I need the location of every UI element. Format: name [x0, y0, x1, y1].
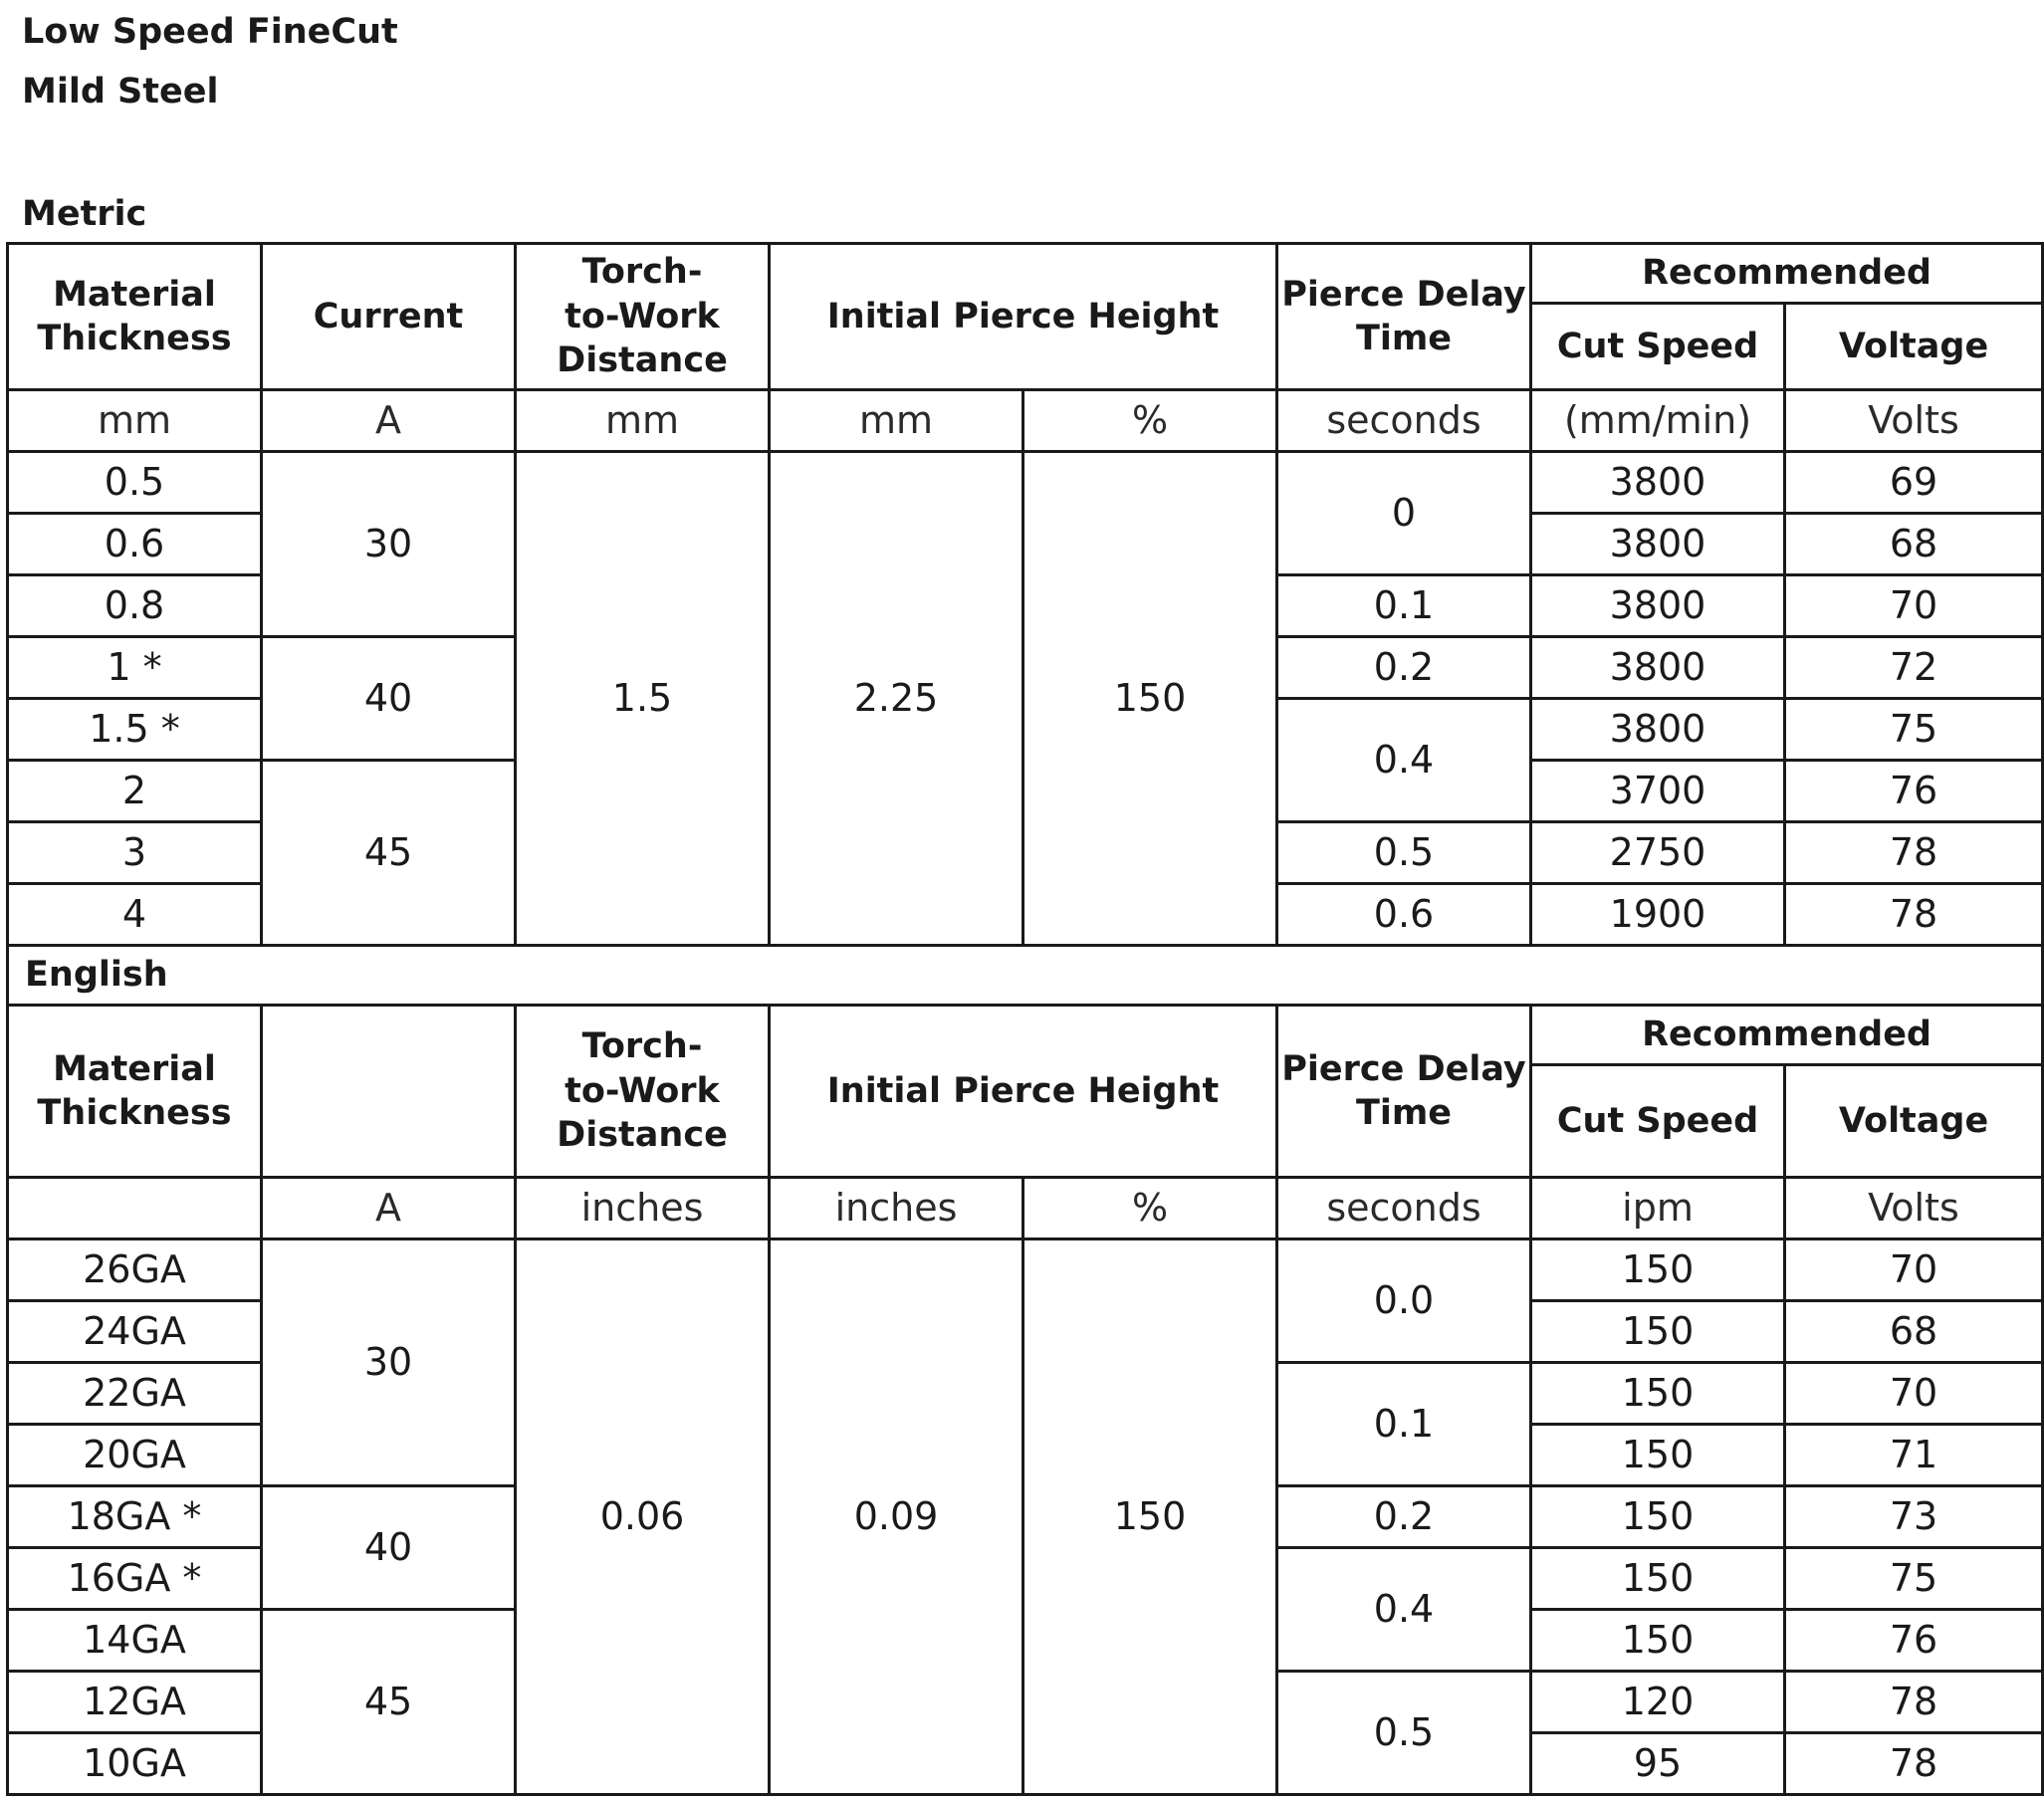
pierce-delay-cell: 0.4 — [1277, 699, 1531, 822]
thickness-cell: 10GA — [8, 1733, 262, 1795]
cut-speed-cell: 150 — [1531, 1301, 1785, 1363]
unit-cell: Volts — [1785, 390, 2043, 452]
pierce-delay-cell: 0.5 — [1277, 822, 1531, 884]
current-cell: 30 — [262, 452, 516, 637]
voltage-cell: 72 — [1785, 637, 2043, 699]
cut-speed-cell: 120 — [1531, 1672, 1785, 1733]
voltage-cell: 70 — [1785, 1239, 2043, 1301]
voltage-cell: 73 — [1785, 1486, 2043, 1548]
cut-speed-cell: 150 — [1531, 1610, 1785, 1672]
voltage-cell: 76 — [1785, 761, 2043, 822]
material-thickness-header: Material Thickness — [8, 1006, 262, 1178]
current-cell: 45 — [262, 1610, 516, 1795]
thickness-cell: 3 — [8, 822, 262, 884]
pierce-delay-time-header: Pierce Delay Time — [1277, 244, 1531, 390]
thickness-cell: 2 — [8, 761, 262, 822]
voltage-cell: 78 — [1785, 1672, 2043, 1733]
thickness-cell: 0.5 — [8, 452, 262, 514]
cut-speed-cell: 150 — [1531, 1239, 1785, 1301]
recommended-header: Recommended — [1531, 244, 2043, 304]
thickness-cell: 20GA — [8, 1425, 262, 1486]
pierce-delay-cell: 0.0 — [1277, 1239, 1531, 1363]
thickness-cell: 24GA — [8, 1301, 262, 1363]
thickness-cell: 26GA — [8, 1239, 262, 1301]
torch-to-work-distance-header: Torch- to-Work Distance — [516, 1006, 770, 1178]
cut-speed-cell: 95 — [1531, 1733, 1785, 1795]
voltage-cell: 78 — [1785, 1733, 2043, 1795]
pierce-delay-cell: 0.2 — [1277, 637, 1531, 699]
cut-speed-cell: 150 — [1531, 1425, 1785, 1486]
voltage-cell: 75 — [1785, 1548, 2043, 1610]
initial-pierce-height-header: Initial Pierce Height — [770, 1006, 1277, 1178]
torch-to-work-distance-header: Torch- to-Work Distance — [516, 244, 770, 390]
torch-distance-cell: 1.5 — [516, 452, 770, 946]
unit-cell: ipm — [1531, 1178, 1785, 1239]
unit-cell: mm — [516, 390, 770, 452]
page-subtitle: Mild Steel — [22, 72, 219, 112]
unit-cell: % — [1023, 1178, 1277, 1239]
thickness-cell: 14GA — [8, 1610, 262, 1672]
current-header: Current — [262, 244, 516, 390]
cut-speed-cell: 3800 — [1531, 637, 1785, 699]
thickness-cell: 1.5 * — [8, 699, 262, 761]
material-thickness-header: Material Thickness — [8, 244, 262, 390]
pierce-delay-cell: 0 — [1277, 452, 1531, 575]
unit-cell: mm — [8, 390, 262, 452]
cut-speed-cell: 3800 — [1531, 575, 1785, 637]
cut-speed-header: Cut Speed — [1531, 1065, 1785, 1178]
initial-pierce-height-header: Initial Pierce Height — [770, 244, 1277, 390]
unit-cell: inches — [770, 1178, 1023, 1239]
voltage-cell: 70 — [1785, 1363, 2043, 1425]
cut-speed-cell: 150 — [1531, 1486, 1785, 1548]
unit-cell: A — [262, 1178, 516, 1239]
pierce-delay-cell: 0.2 — [1277, 1486, 1531, 1548]
pierce-delay-cell: 0.6 — [1277, 884, 1531, 946]
thickness-cell: 18GA * — [8, 1486, 262, 1548]
voltage-cell: 76 — [1785, 1610, 2043, 1672]
thickness-cell: 22GA — [8, 1363, 262, 1425]
voltage-cell: 69 — [1785, 452, 2043, 514]
torch-distance-cell: 0.06 — [516, 1239, 770, 1795]
current-header — [262, 1006, 516, 1178]
unit-cell: Volts — [1785, 1178, 2043, 1239]
cut-speed-cell: 1900 — [1531, 884, 1785, 946]
thickness-cell: 0.6 — [8, 514, 262, 575]
pierce-delay-cell: 0.4 — [1277, 1548, 1531, 1672]
pierce-delay-time-header: Pierce Delay Time — [1277, 1006, 1531, 1178]
unit-cell — [8, 1178, 262, 1239]
cut-speed-cell: 3800 — [1531, 699, 1785, 761]
unit-cell: (mm/min) — [1531, 390, 1785, 452]
cut-speed-cell: 3700 — [1531, 761, 1785, 822]
voltage-cell: 75 — [1785, 699, 2043, 761]
thickness-cell: 0.8 — [8, 575, 262, 637]
unit-cell: inches — [516, 1178, 770, 1239]
page-title: Low Speed FineCut — [22, 12, 398, 52]
cut-speed-header: Cut Speed — [1531, 304, 1785, 390]
thickness-cell: 1 * — [8, 637, 262, 699]
current-cell: 40 — [262, 1486, 516, 1610]
cut-speed-cell: 150 — [1531, 1548, 1785, 1610]
unit-cell: mm — [770, 390, 1023, 452]
english-section-label: English — [8, 946, 2043, 1006]
voltage-cell: 78 — [1785, 884, 2043, 946]
pierce-height-percent-cell: 150 — [1023, 452, 1277, 946]
voltage-cell: 70 — [1785, 575, 2043, 637]
current-cell: 40 — [262, 637, 516, 761]
unit-cell: % — [1023, 390, 1277, 452]
voltage-cell: 68 — [1785, 1301, 2043, 1363]
pierce-delay-cell: 0.1 — [1277, 1363, 1531, 1486]
unit-cell: seconds — [1277, 1178, 1531, 1239]
voltage-cell: 78 — [1785, 822, 2043, 884]
pierce-delay-cell: 0.1 — [1277, 575, 1531, 637]
current-cell: 30 — [262, 1239, 516, 1486]
pierce-height-percent-cell: 150 — [1023, 1239, 1277, 1795]
cut-speed-cell: 3800 — [1531, 452, 1785, 514]
pierce-delay-cell: 0.5 — [1277, 1672, 1531, 1795]
cut-speed-cell: 3800 — [1531, 514, 1785, 575]
cut-chart-table — [6, 242, 2044, 1796]
pierce-height-cell: 0.09 — [770, 1239, 1023, 1795]
metric-section-label: Metric — [22, 194, 147, 234]
voltage-cell: 71 — [1785, 1425, 2043, 1486]
voltage-header: Voltage — [1785, 1065, 2043, 1178]
thickness-cell: 12GA — [8, 1672, 262, 1733]
cut-speed-cell: 150 — [1531, 1363, 1785, 1425]
current-cell: 45 — [262, 761, 516, 946]
recommended-header: Recommended — [1531, 1006, 2043, 1065]
voltage-cell: 68 — [1785, 514, 2043, 575]
unit-cell: seconds — [1277, 390, 1531, 452]
thickness-cell: 16GA * — [8, 1548, 262, 1610]
voltage-header: Voltage — [1785, 304, 2043, 390]
cut-speed-cell: 2750 — [1531, 822, 1785, 884]
pierce-height-cell: 2.25 — [770, 452, 1023, 946]
unit-cell: A — [262, 390, 516, 452]
thickness-cell: 4 — [8, 884, 262, 946]
